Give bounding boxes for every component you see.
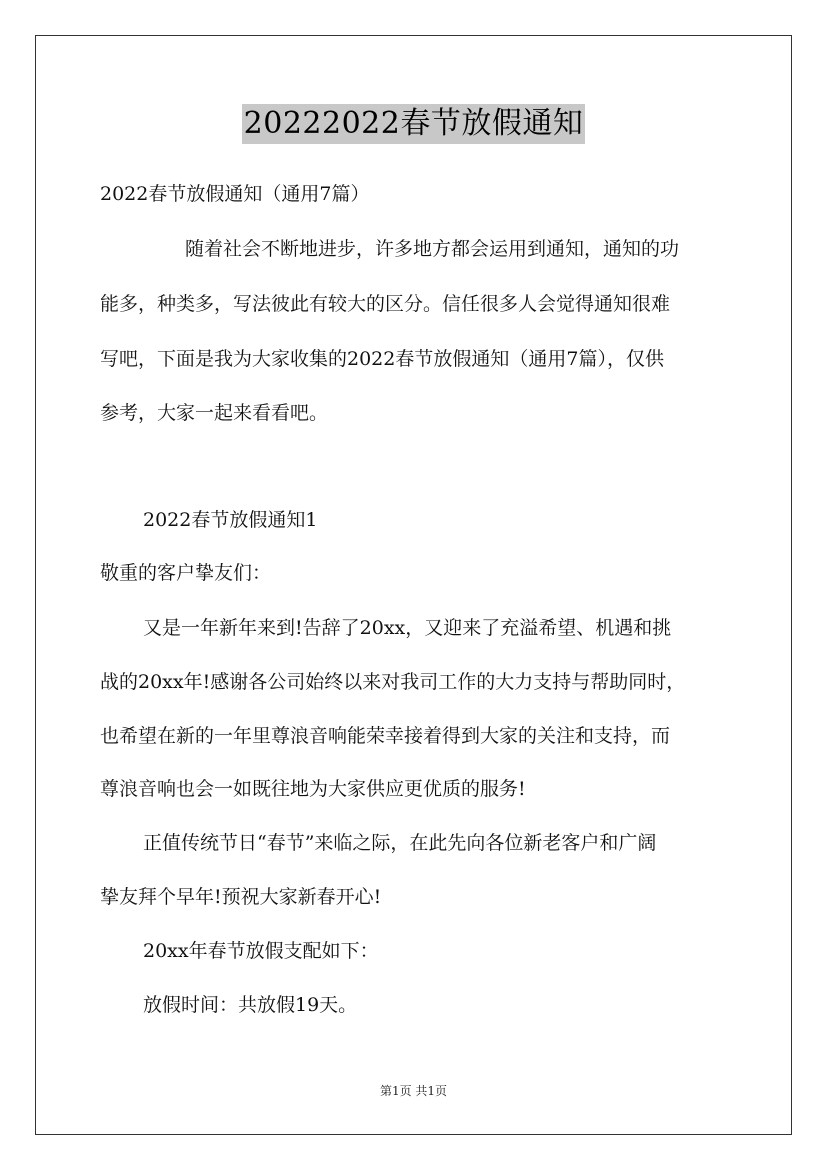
arrangement-line: 20xx年春节放假支配如下： [143,940,379,962]
intro-line-2: 能多，种类多，写法彼此有较大的区分。信任很多人会觉得通知很难 [100,293,671,315]
document-subtitle: 2022春节放假通知（通用7篇） [100,183,370,205]
paragraph1-line-2: 战的20xx年!感谢各公司始终以来对我司工作的大力支持与帮助同时， [100,671,686,693]
holiday-time-line: 放假时间：共放假19天。 [143,994,358,1016]
section-heading: 2022春节放假通知1 [143,509,318,531]
page-footer: 第1页 共1页 [379,1084,448,1098]
paragraph1-line-1: 又是一年新年来到!告辞了20xx，又迎来了充溢希望、机遇和挑 [143,617,672,639]
paragraph2-line-1: 正值传统节日“春节”来临之际，在此先向各位新老客户和广阔 [143,832,657,854]
title-container [0,104,827,144]
paragraph1-line-3: 也希望在新的一年里尊浪音响能荣幸接着得到大家的关注和支持，而 [100,725,671,747]
intro-line-4: 参考，大家一起来看看吧。 [100,402,329,424]
intro-line-1: 随着社会不断地进步，许多地方都会运用到通知，通知的功 [185,238,680,260]
greeting: 敬重的客户挚友们： [100,562,272,584]
paragraph1-line-4: 尊浪音响也会一如既往地为大家供应更优质的服务! [100,778,526,800]
paragraph2-line-2: 挚友拜个早年!预祝大家新春开心! [100,886,382,908]
document-title: 20222022春节放假通知 [242,104,586,144]
intro-line-3: 写吧，下面是我为大家收集的2022春节放假通知（通用7篇），仅供 [100,348,664,370]
